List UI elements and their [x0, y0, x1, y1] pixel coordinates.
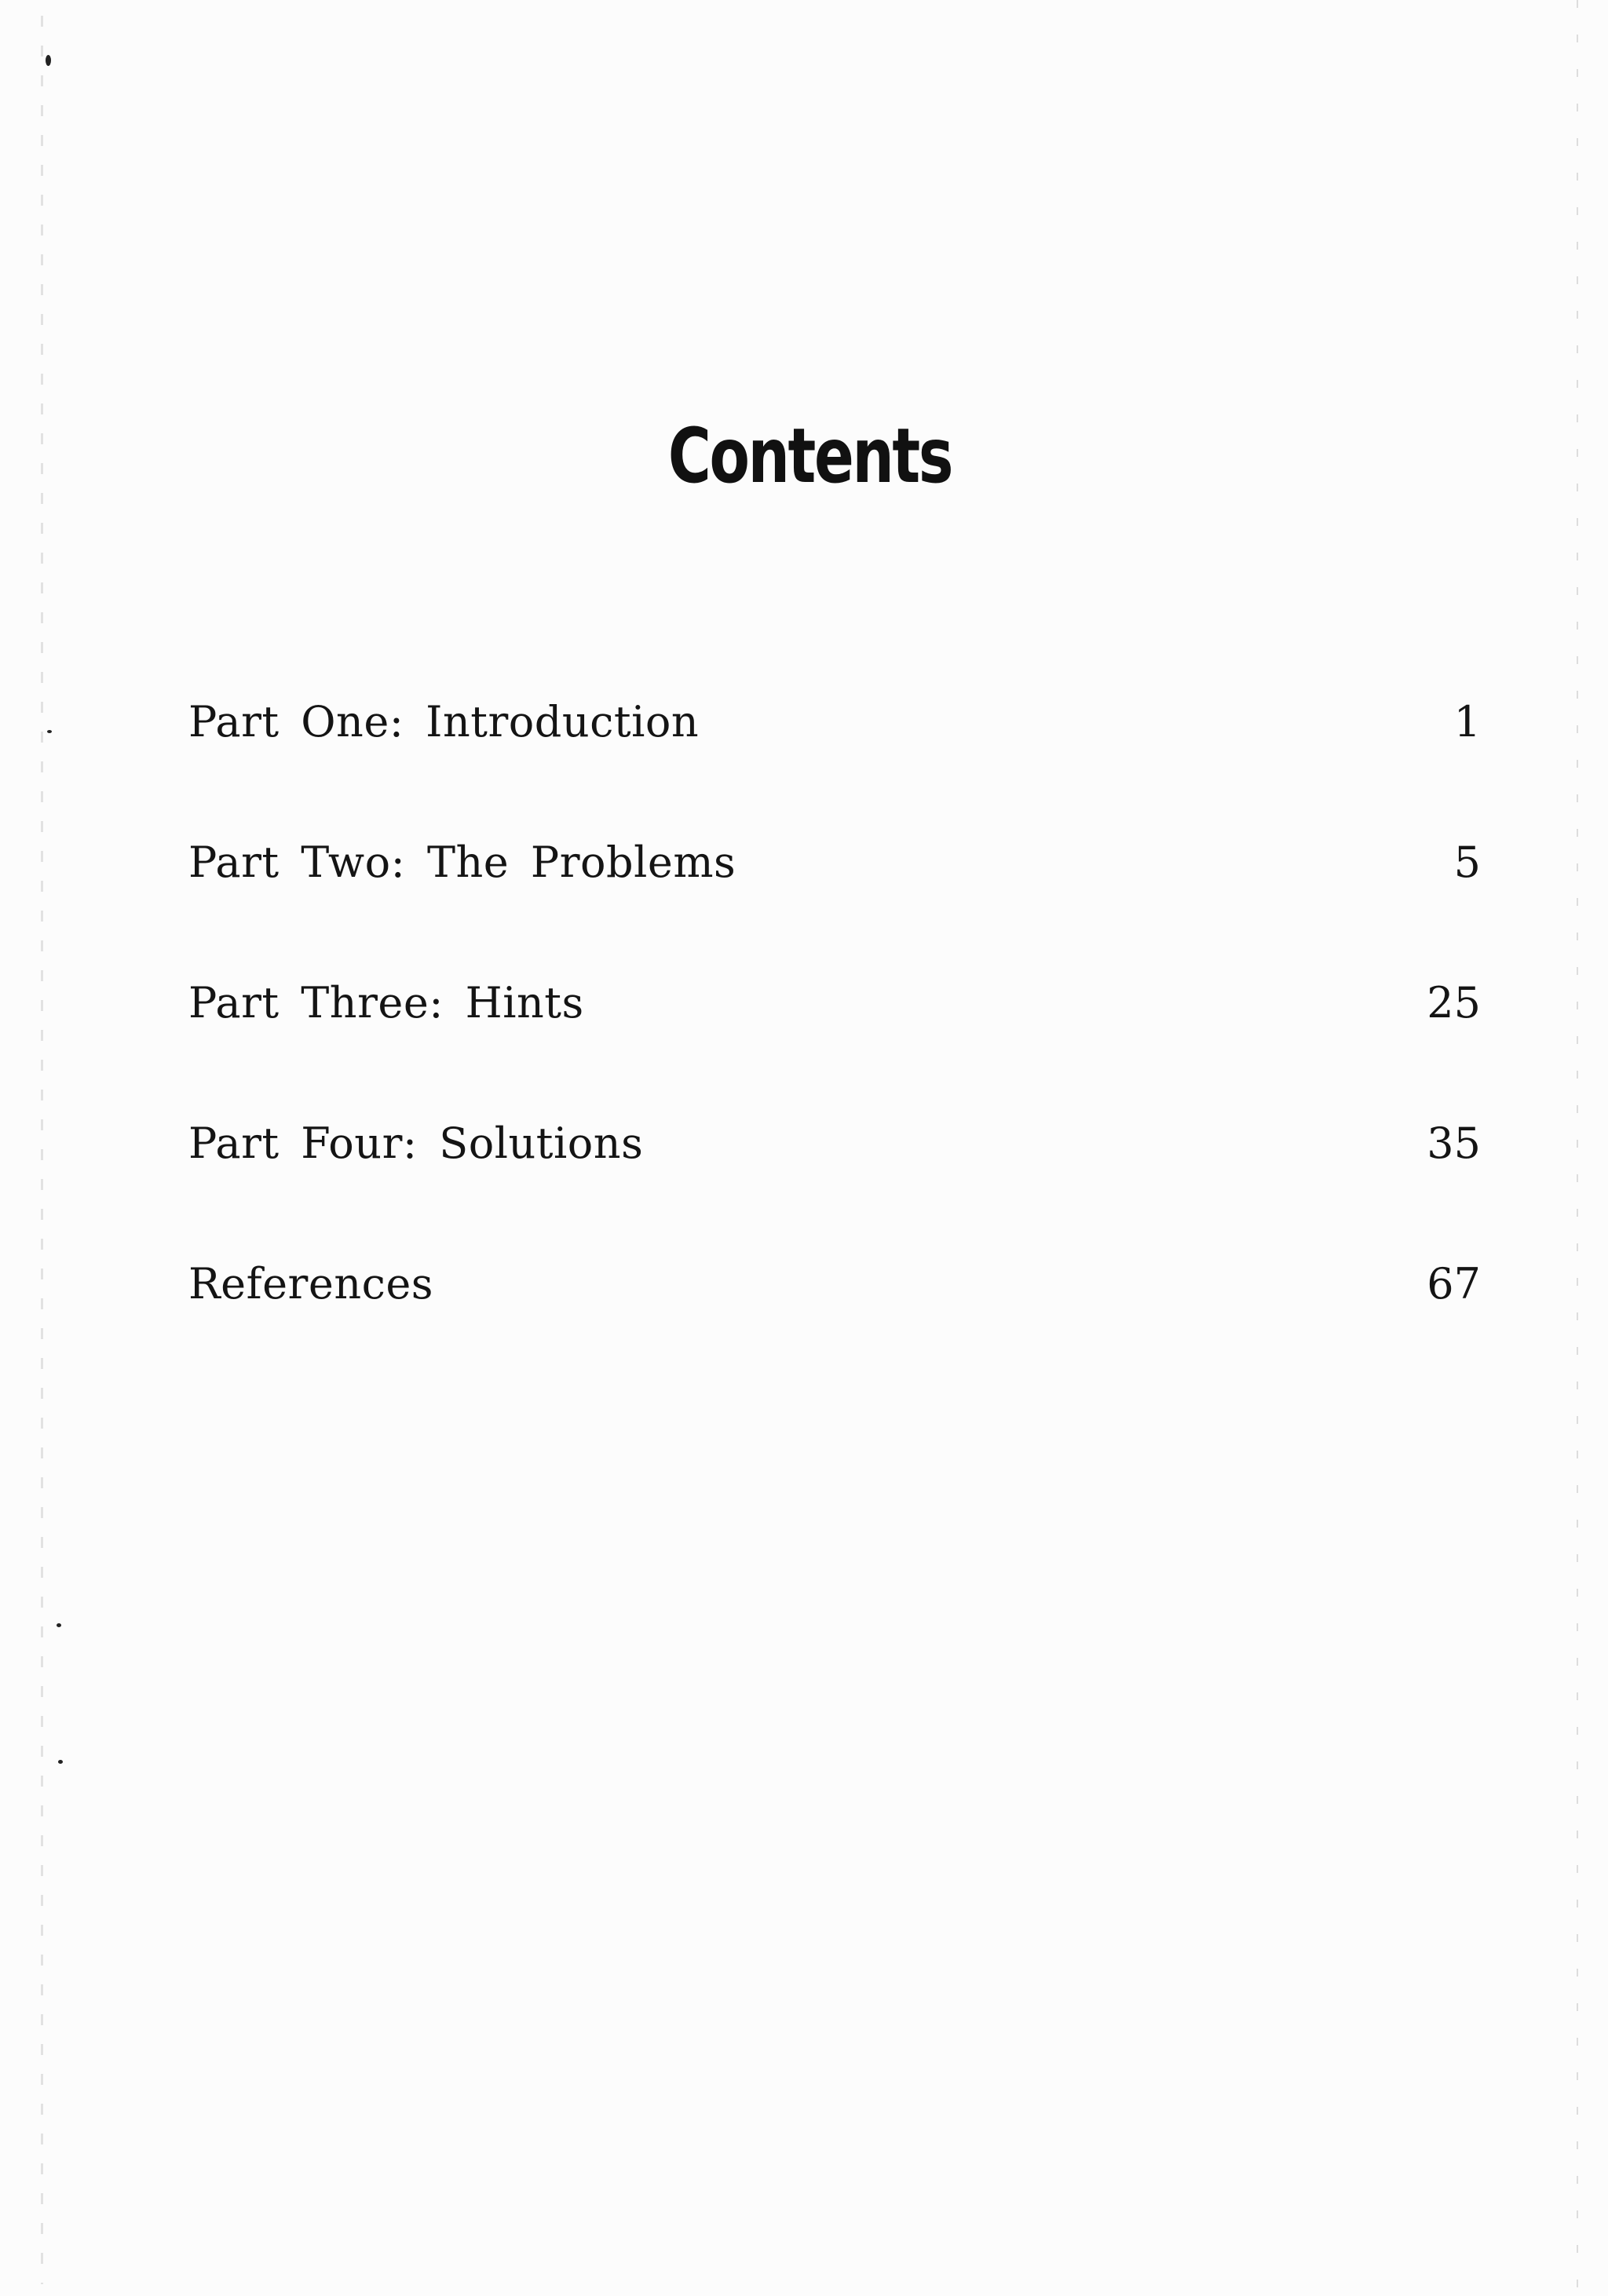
table-of-contents — [188, 691, 1481, 1393]
scan-speck — [47, 730, 52, 733]
page-title: Contents — [667, 412, 952, 500]
toc-entry-page: 35 — [1427, 1119, 1481, 1168]
toc-entry-page: 25 — [1427, 978, 1481, 1028]
toc-entry-label: Part Four: Solutions — [188, 1119, 644, 1168]
toc-entry — [188, 1112, 1481, 1253]
toc-entry — [188, 831, 1481, 972]
scan-speck — [57, 1623, 61, 1627]
scan-speck — [58, 1760, 63, 1764]
toc-entry-label: Part One: Introduction — [188, 697, 700, 746]
toc-entry — [188, 972, 1481, 1112]
scan-speck — [46, 55, 51, 66]
scan-edge-right — [1577, 0, 1578, 2296]
toc-entry-label: Part Two: The Problems — [188, 838, 736, 887]
toc-entry-label: Part Three: Hints — [188, 978, 584, 1028]
scan-edge-left — [41, 16, 43, 2284]
toc-entry-page: 5 — [1453, 838, 1481, 887]
toc-entry — [188, 1253, 1481, 1393]
toc-entry-label: References — [188, 1259, 434, 1309]
toc-entry — [188, 691, 1481, 831]
toc-entry-page: 1 — [1453, 697, 1481, 746]
toc-entry-page: 67 — [1427, 1259, 1481, 1309]
